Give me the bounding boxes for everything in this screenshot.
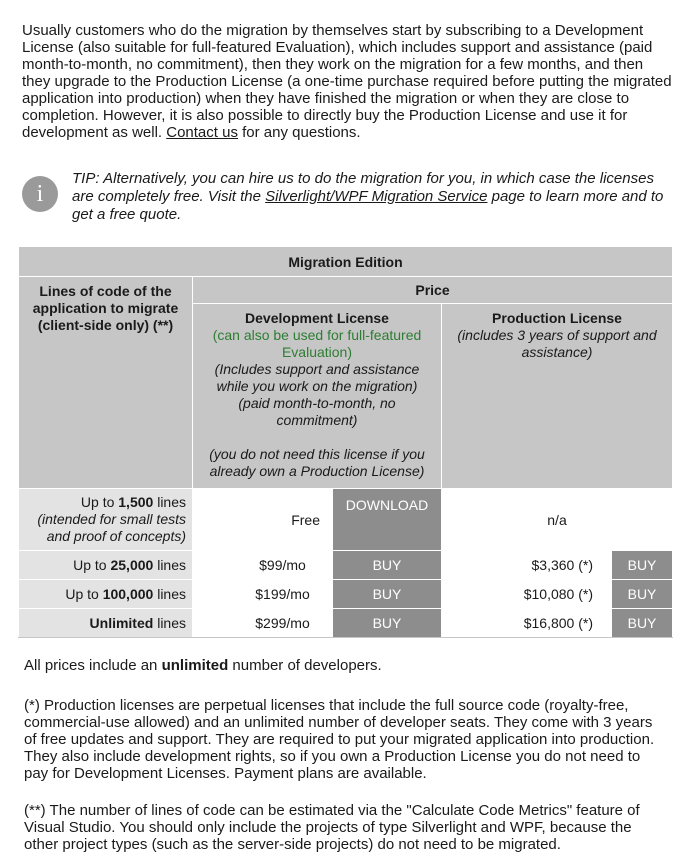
row-lines-label xyxy=(19,609,193,638)
row-suffix: lines xyxy=(153,494,186,510)
prod-buy-button[interactable]: BUY xyxy=(612,609,673,638)
unlimited-bold: unlimited xyxy=(161,657,229,674)
lines-of-code-header: Lines of code of the application to migrate (client-side only) (**) xyxy=(19,277,193,489)
dev-license-title: Development License xyxy=(245,310,389,326)
all-prices-text: All prices include an xyxy=(24,657,162,674)
info-icon: i xyxy=(22,176,58,212)
migration-edition-header: Migration Edition xyxy=(19,247,673,277)
dev-buy-button[interactable]: BUY xyxy=(333,609,442,638)
lines-of-code-footnote: (**) The number of lines of code can be estimated via the "Calculate Code Metrics" feature of Visual Studio. You should only include the projects of type Silverlight and WPF, because the other project types (such as the server-side projects) do not need to be migrated. xyxy=(24,802,640,853)
production-license-footnote: (*) Production licenses are perpetual licenses that include the full source code (royalty-free, commercial-use allowed) and an unlimited number of developer seats. They come with 3 years of free updates and support. They are required to put your migrated application into production. They also include development rights, so if you own a Production License you do not need to pay for Development Licenses. Payment plans are available. xyxy=(24,697,655,782)
all-prices-text-end: number of developers. xyxy=(228,657,382,674)
development-license-header xyxy=(193,304,442,489)
row-prefix: Up to xyxy=(65,586,103,602)
row-lines-label xyxy=(19,580,193,609)
row-bold-value: Unlimited xyxy=(89,615,154,631)
download-button[interactable] xyxy=(333,489,442,551)
tip-box xyxy=(22,170,674,226)
prod-price-na: n/a xyxy=(442,489,673,551)
row-prefix: Up to xyxy=(80,494,119,510)
row-prefix: Up to xyxy=(73,557,111,573)
table-row xyxy=(19,609,673,638)
production-license-header xyxy=(442,304,673,489)
table-row xyxy=(19,489,673,551)
all-prices-note xyxy=(24,657,664,674)
prod-price: $10,080 (*) xyxy=(442,580,612,609)
dev-price: $99/mo xyxy=(193,551,333,580)
prod-price: $16,800 (*) xyxy=(442,609,612,638)
row-bold-value: 100,000 xyxy=(102,586,154,602)
table-row xyxy=(19,580,673,609)
pricing-table xyxy=(18,246,673,638)
row-bold-value: 25,000 xyxy=(110,557,154,573)
row-suffix: lines xyxy=(153,586,186,602)
contact-us-link[interactable]: Contact us xyxy=(166,124,238,141)
row-lines-label xyxy=(19,551,193,580)
prod-buy-button[interactable]: BUY xyxy=(612,580,673,609)
table-row xyxy=(19,551,673,580)
dev-license-evaluation-note: (can also be used for full-featured Evaluation) xyxy=(212,327,422,360)
dev-license-payment-note: (paid month-to-month, no commitment) xyxy=(238,395,396,428)
dev-license-support-note: (Includes support and assistance while you work on the migration) xyxy=(214,361,420,394)
dev-buy-button[interactable]: BUY xyxy=(333,551,442,580)
row-suffix: lines xyxy=(153,557,186,573)
prod-license-support-note: (includes 3 years of support and assistance) xyxy=(457,327,657,360)
dev-price: $299/mo xyxy=(193,609,333,638)
dev-price: $199/mo xyxy=(193,580,333,609)
prod-buy-button[interactable]: BUY xyxy=(612,551,673,580)
tip-text xyxy=(72,170,674,224)
download-button-label: DOWNLOAD xyxy=(345,497,429,513)
intro-text-end: for any questions. xyxy=(237,124,361,141)
tip-text-start: TIP: Alternatively, you can hire us to do the migration for you, in which case the licenses are completely free. Visit the xyxy=(72,170,654,205)
dev-buy-button[interactable]: BUY xyxy=(333,580,442,609)
dev-license-ownership-note: (you do not need this license if you already own a Production License) xyxy=(209,446,425,479)
migration-service-link[interactable]: Silverlight/WPF Migration Service xyxy=(265,188,488,205)
price-header: Price xyxy=(193,277,673,304)
row-bold-value: 1,500 xyxy=(118,494,154,510)
row-suffix: lines xyxy=(153,615,186,631)
intro-paragraph xyxy=(22,22,674,141)
intro-text: Usually customers who do the migration by themselves start by subscribing to a Development License (also suitable for full-featured Evaluation), which includes support and assistance (paid month-to-month, no commitment), then they work on the migration for a few months, and then they upgrade to the Production License (a one-time purchase required before putting the migrated application into production) when they have finished the migration or when they are close to completion. However, it is also possible to directly buy the Production License and use it for development as well. xyxy=(22,22,672,141)
prod-price: $3,360 (*) xyxy=(442,551,612,580)
row-lines-label xyxy=(19,489,193,551)
prod-license-title: Production License xyxy=(492,310,622,326)
tip-text-end: page to learn more and to get a free quote. xyxy=(72,188,664,223)
row-note: (intended for small tests and proof of concepts) xyxy=(37,511,186,544)
dev-price: Free xyxy=(193,489,333,551)
